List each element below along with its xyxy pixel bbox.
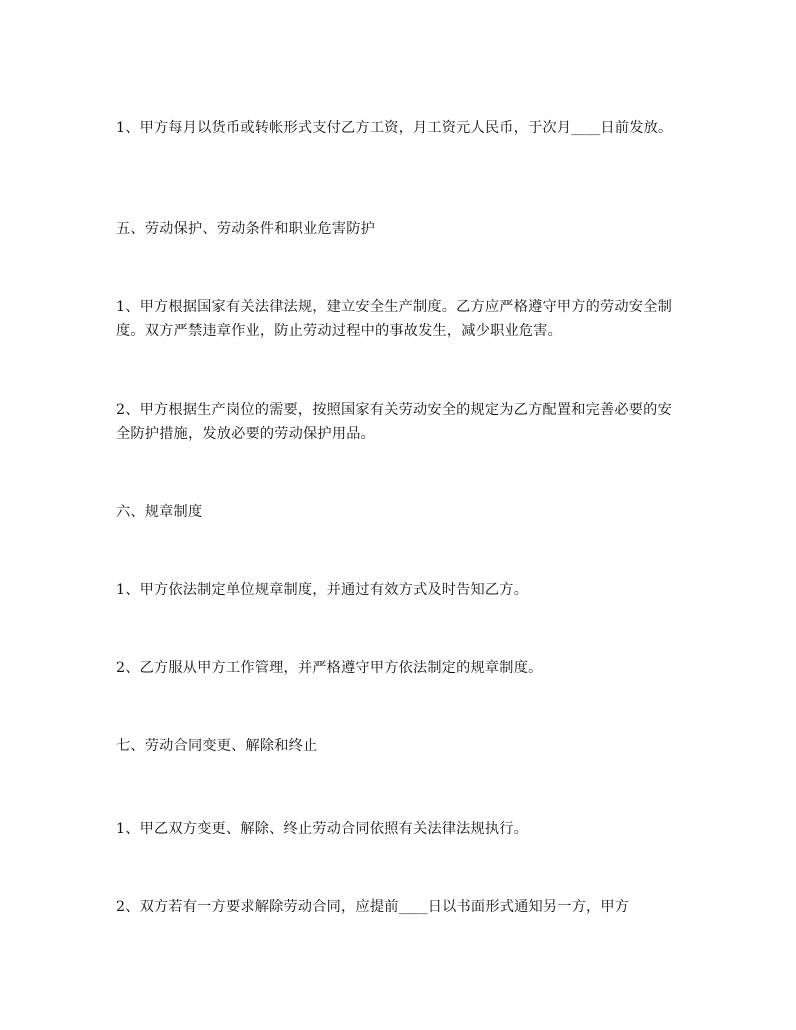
section-heading-rules: 六、规章制度: [116, 504, 203, 520]
paragraph-termination-notice: 2、双方若有一方要求解除劳动合同，应提前____日以书面形式通知另一方，甲方: [116, 899, 630, 915]
paragraph-protective-equipment: 2、甲方根据生产岗位的需要，按照国家有关劳动安全的规定为乙方配置和完善必要的安全防护措施，发放必要的劳动保护用品。: [116, 402, 672, 442]
paragraph-wage-payment: 1、甲方每月以货币或转帐形式支付乙方工资，月工资元人民币，于次月____日前发放。: [116, 120, 673, 136]
section-heading-contract-changes: 七、劳动合同变更、解除和终止: [116, 738, 318, 754]
paragraph-safety-system: 1、甲方根据国家有关法律法规，建立安全生产制度。乙方应严格遵守甲方的劳动安全制度。双方严禁违章作业，防止劳动过程中的事故发生，减少职业危害。: [116, 299, 672, 339]
paragraph-rules-notice: 1、甲方依法制定单位规章制度，并通过有效方式及时告知乙方。: [116, 582, 529, 598]
section-heading-labor-protection: 五、劳动保护、劳动条件和职业危害防护: [116, 221, 375, 237]
paragraph-rules-compliance: 2、乙方服从甲方工作管理，并严格遵守甲方依法制定的规章制度。: [116, 660, 543, 676]
paragraph-contract-law: 1、甲乙双方变更、解除、终止劳动合同依照有关法律法规执行。: [116, 821, 529, 837]
